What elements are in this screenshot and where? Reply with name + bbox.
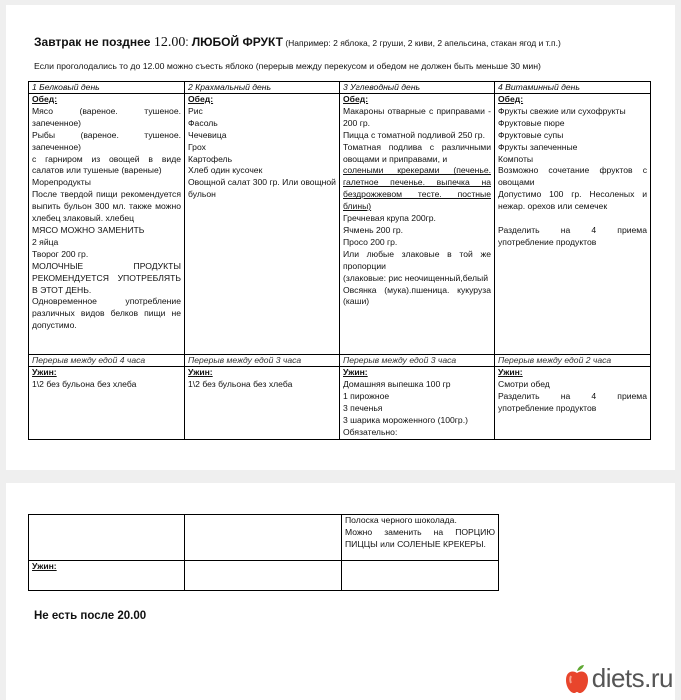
list-item: Овощной салат 300 гр. Или овощной бульон	[188, 177, 336, 200]
list-item: Ячмень 200 гр.	[343, 224, 404, 235]
list-item: Возможно сочетание фруктов с овощами	[498, 165, 647, 188]
lunch-label: Обед:	[343, 94, 369, 104]
list-item: МЯСО МОЖНО ЗАМЕНИТЬ	[32, 224, 145, 235]
list-item: Фрукты запеченные	[498, 141, 578, 152]
list-item: Морепродукты	[32, 177, 91, 188]
day-3-lunch	[340, 94, 495, 355]
day-2-dinner-cont	[185, 561, 342, 591]
lunch-label: Обед:	[188, 94, 214, 104]
list-item: Допустимо 100 гр. Несоленых и нежар. орехов или семечек	[498, 189, 647, 212]
list-item: Овсянка (мука).пшеница. кукуруза (каши)	[343, 284, 491, 307]
day-3-break: Перерыв между едой 3 часа	[340, 355, 495, 367]
breakfast-colon: :	[185, 37, 189, 49]
list-item: Разделить на 4 приема употребление продуктов	[498, 225, 647, 247]
list-item: После твердой пищи рекомендуется выпить бульон 300 мл. также можно хлебец злаковый. хлебец	[32, 189, 181, 224]
continuation-row	[29, 515, 499, 561]
list-item: Пицца с томатной подливой 250 гр.	[343, 129, 485, 140]
footer-note: Не есть после 20.00	[34, 610, 147, 622]
list-item: Обязательно:	[343, 426, 398, 437]
list-item: Макароны отварные с приправами - 200 гр.	[343, 105, 491, 128]
list-item: Фруктовые пюре	[498, 117, 565, 128]
diet-table	[28, 81, 651, 440]
day-4-break: Перерыв между едой 2 часа	[495, 355, 651, 367]
apple-icon	[564, 664, 590, 694]
logo-text: diets.ru	[591, 663, 673, 693]
list-item: Или любые злаковые в той же пропорции	[343, 248, 491, 271]
list-item: Рис	[188, 105, 203, 116]
list-item: Фрукты свежие или сухофрукты	[498, 105, 626, 116]
day-1-dinner	[29, 367, 185, 440]
day-3-cont	[342, 515, 499, 561]
list-item: Полоска черного шоколада.	[345, 515, 457, 525]
breakfast-header	[34, 35, 561, 51]
list-item: Просо 200 гр.	[343, 236, 398, 247]
dinner-label: Ужин:	[498, 367, 523, 377]
lunch-row	[29, 94, 651, 355]
dinner-label: Ужин:	[188, 367, 213, 377]
day-1-dinner-cont	[29, 561, 185, 591]
breakfast-prefix: Завтрак не позднее	[34, 35, 154, 49]
lunch-label: Обед:	[32, 94, 58, 104]
list-item: Одновременное употребление различных видов белков пищи не допустимо.	[32, 296, 181, 331]
list-item: Домашняя выпешка 100 гр	[343, 378, 451, 389]
list-item: Можно заменить на ПОРЦИЮ ПИЦЦЫ или СОЛЕНЫЕ КРЕКЕРЫ.	[345, 526, 495, 549]
list-item: 1 пирожное	[343, 390, 390, 401]
dinner-row	[29, 367, 651, 440]
list-item: Смотри обед	[498, 378, 550, 389]
day-3-title: 3 Углеводный день	[340, 82, 495, 94]
document-page-1	[6, 5, 675, 470]
list-item: Томатная подлива с различными овощами и приправами, и	[343, 141, 491, 164]
list-item: МОЛОЧНЫЕ ПРОДУКТЫ РЕКОМЕНДУЕТСЯ УПОТРЕБЛЯТЬ В ЭТОТ ДЕНЬ.	[32, 260, 181, 295]
list-item: Разделить на 4 приема употребление продуктов	[498, 390, 647, 413]
dinner-label: Ужин:	[32, 561, 57, 571]
day-1-lunch	[29, 94, 185, 355]
day-1-break: Перерыв между едой 4 часа	[29, 355, 185, 367]
breakfast-time: 12.00	[153, 35, 186, 50]
day-3-dinner	[340, 367, 495, 440]
list-item: Грох	[188, 141, 206, 152]
list-item: Фруктовые супы	[498, 129, 564, 140]
list-item: солеными крекерами (печенье. галетное печенье. выпечка на бездрожжевом тесте. постные блины)	[343, 165, 491, 212]
list-item: Рыбы (вареное. тушеное. запеченное)	[32, 129, 181, 152]
snack-subtitle: Если проголодались то до 12.00 можно съесть яблоко (перерыв между перекусом и обедом не должен быть меньше 30 мин)	[34, 61, 541, 71]
breakfast-main: ЛЮБОЙ ФРУКТ	[191, 35, 283, 49]
lunch-label: Обед:	[498, 94, 524, 104]
site-logo[interactable]	[564, 663, 673, 694]
list-item: 3 печенья	[343, 402, 383, 413]
dinner-row-continued	[29, 561, 499, 591]
list-item: Хлеб один кусочек	[188, 165, 263, 176]
day-2-dinner	[185, 367, 340, 440]
table-header-row	[29, 82, 651, 94]
list-item: Мясо (вареное. тушеное. запеченное)	[32, 105, 181, 128]
day-3-dinner-cont	[342, 561, 499, 591]
diet-table-continued	[28, 514, 499, 591]
day-4-title: 4 Витаминный день	[495, 82, 651, 94]
day-2-break: Перерыв между едой 3 часа	[185, 355, 340, 367]
day-4-lunch	[495, 94, 651, 355]
day-2-cont	[185, 515, 342, 561]
list-item: 3 шарика мороженного (100гр.)	[343, 414, 468, 425]
list-item: 1\2 без бульона без хлеба	[188, 378, 293, 389]
list-item: Компоты	[498, 153, 534, 164]
break-row	[29, 355, 651, 367]
dinner-label: Ужин:	[32, 367, 57, 377]
list-item: Творог 200 гр.	[32, 248, 89, 259]
day-2-title: 2 Крахмальный день	[185, 82, 340, 94]
day-2-lunch	[185, 94, 340, 355]
list-item: Фасоль	[188, 117, 218, 128]
breakfast-note: (Например: 2 яблока, 2 груши, 2 киви, 2 апельсина, стакан ягод и т.п.)	[282, 38, 561, 48]
list-item: Картофель	[188, 153, 233, 164]
list-item: Чечевица	[188, 129, 227, 140]
day-4-dinner	[495, 367, 651, 440]
list-item: 1\2 без бульона без хлеба	[32, 378, 137, 389]
list-item: 2 яйца	[32, 236, 59, 247]
dinner-label: Ужин:	[343, 367, 368, 377]
list-item: (злаковые: рис неочищенный,белый	[343, 272, 489, 283]
day-1-cont	[29, 515, 185, 561]
list-item: Гречневая крупа 200гр.	[343, 213, 436, 224]
day-1-title: 1 Белковый день	[29, 82, 185, 94]
list-item: с гарниром из овощей в виде салатов или тушеные (вареные)	[32, 153, 181, 176]
